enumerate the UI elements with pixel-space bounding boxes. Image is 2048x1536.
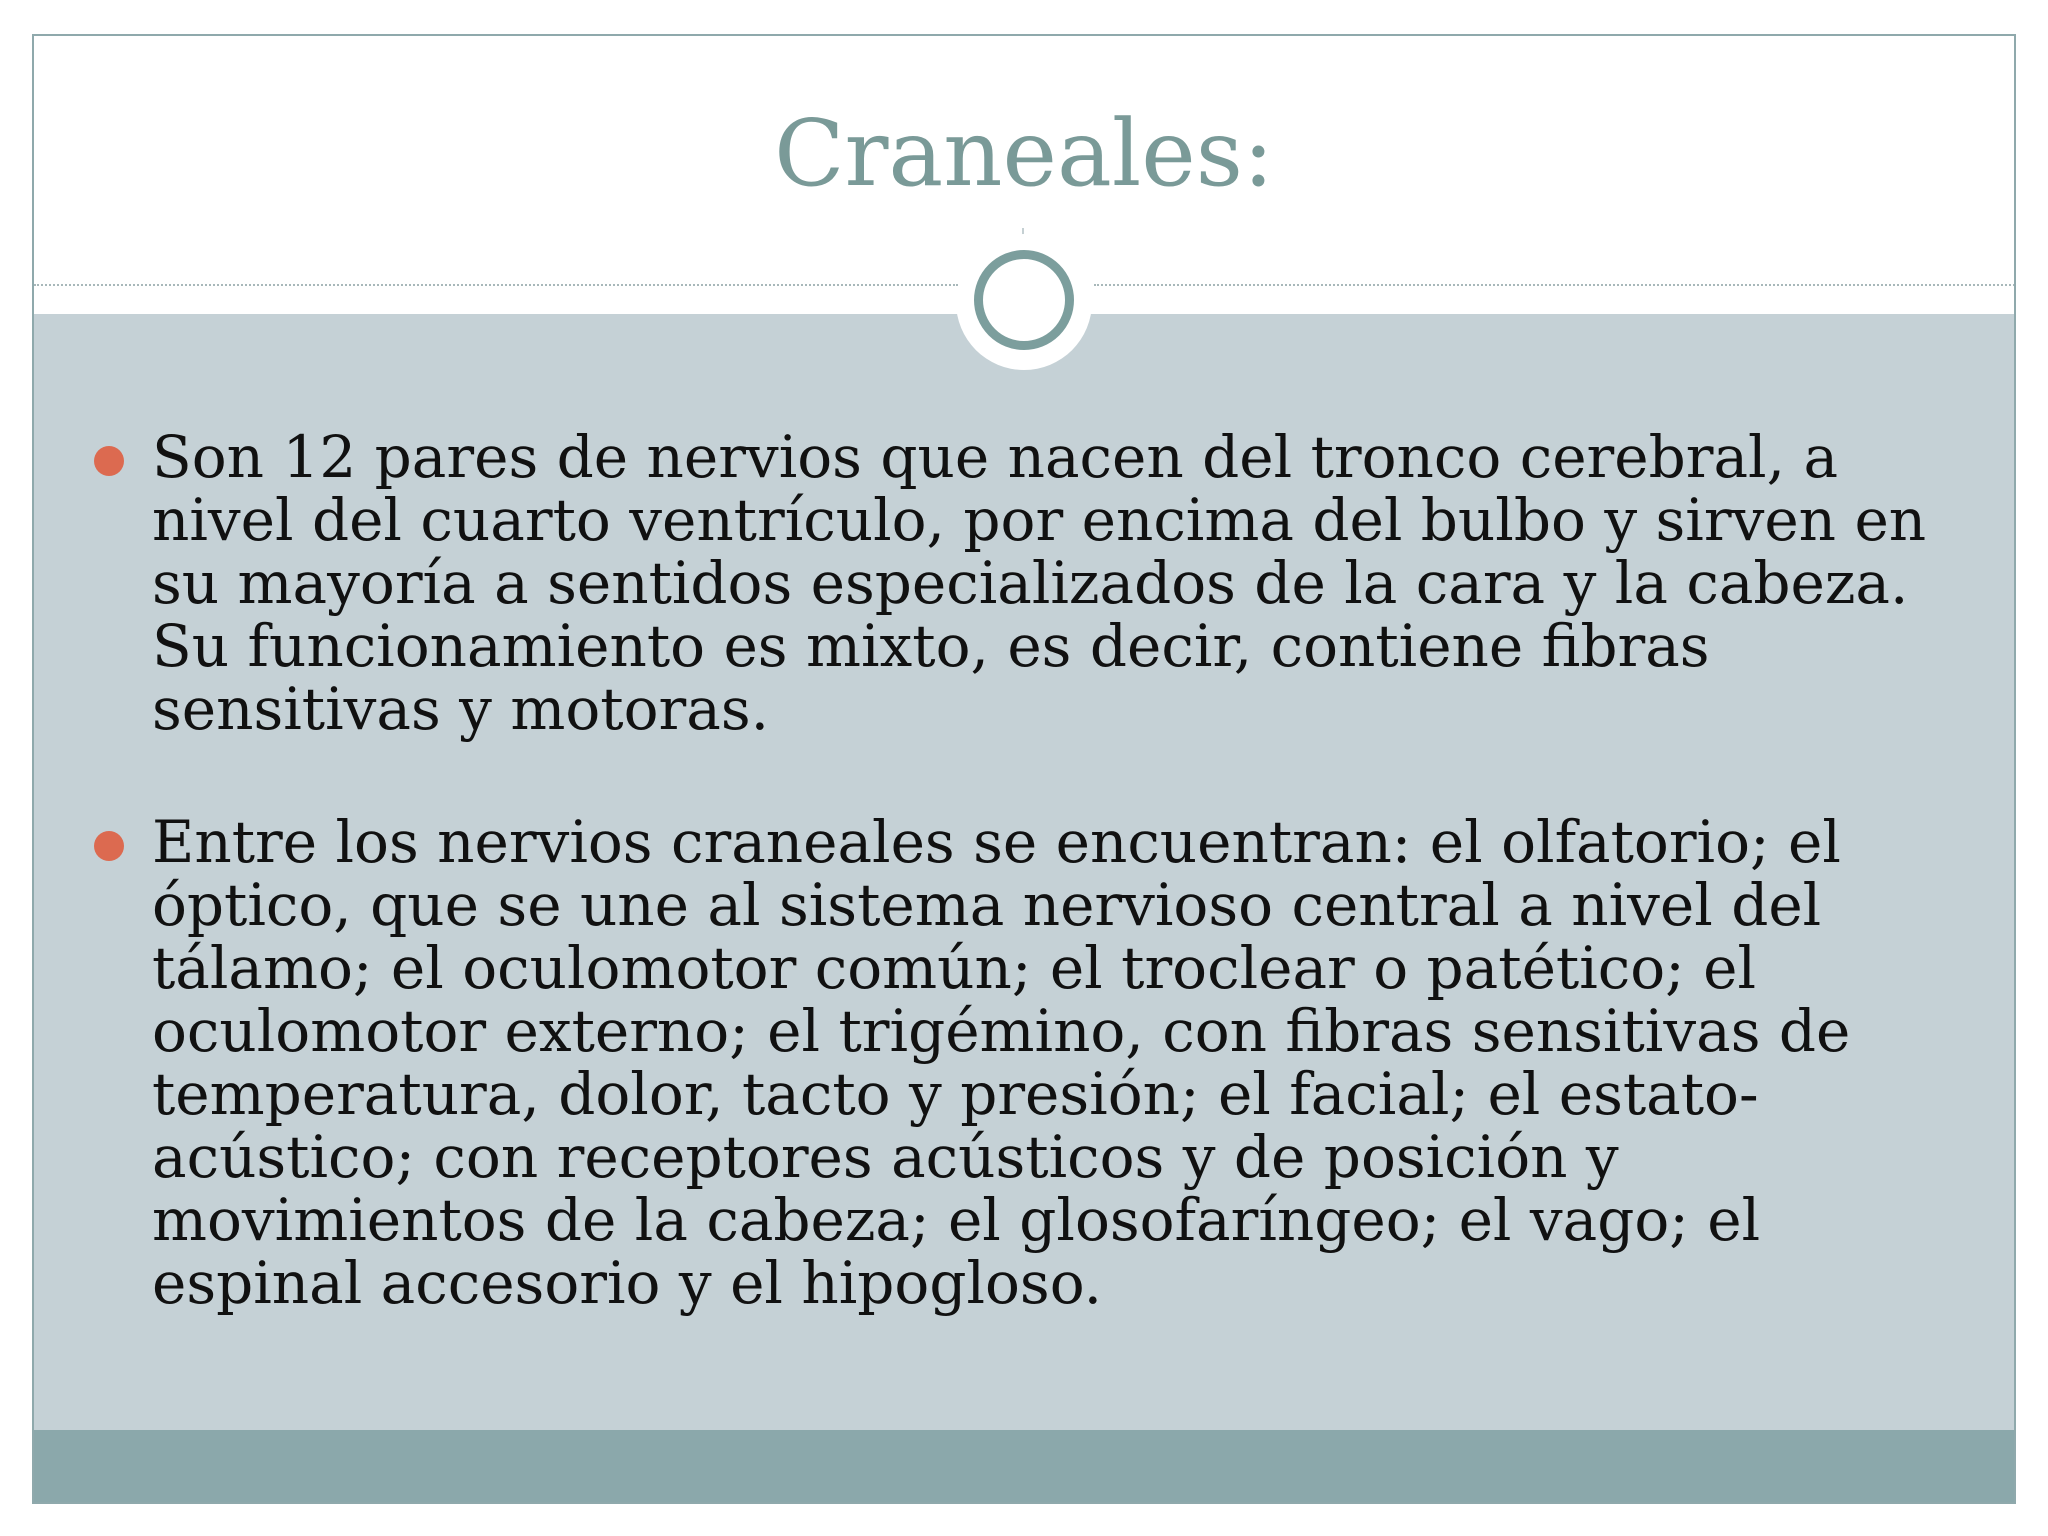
- bullet-dot-icon: [94, 831, 124, 861]
- bullet-list: [34, 423, 2014, 1385]
- slide: [32, 34, 2016, 1504]
- divider-right: [1094, 284, 2016, 286]
- bullet-item: [34, 423, 2014, 743]
- bullet-dot-icon: [94, 446, 124, 476]
- circle-ornament-icon: [974, 250, 1074, 350]
- bullet-text: Son 12 pares de nervios que nacen del tronco cerebral, a nivel del cuarto ventrículo, por encima del bulbo y sirven en su mayoría a sentidos especializados de la cara y la cabeza. Su funcionamiento es mixto, es decir, contiene fibras sensitivas y motoras.: [152, 423, 1927, 743]
- divider-left: [34, 284, 958, 286]
- bullet-item: [34, 808, 2014, 1317]
- bullet-text: Entre los nervios craneales se encuentran: el olfatorio; el óptico, que se une al sistema nervioso central a nivel del tálamo; el oculomotor común; el troclear o patético; el oculomotor externo; el trigémino, con fibras sensitivas de temperatura, dolor, tacto y presión; el facial; el estato-acústico; con receptores acústicos y de posición y movimientos de la cabeza; el glosofaríngeo; el vago; el espinal accesorio y el hipogloso.: [152, 808, 1851, 1317]
- footer-band: [34, 1430, 2014, 1502]
- slide-title: Craneales:: [774, 100, 1274, 207]
